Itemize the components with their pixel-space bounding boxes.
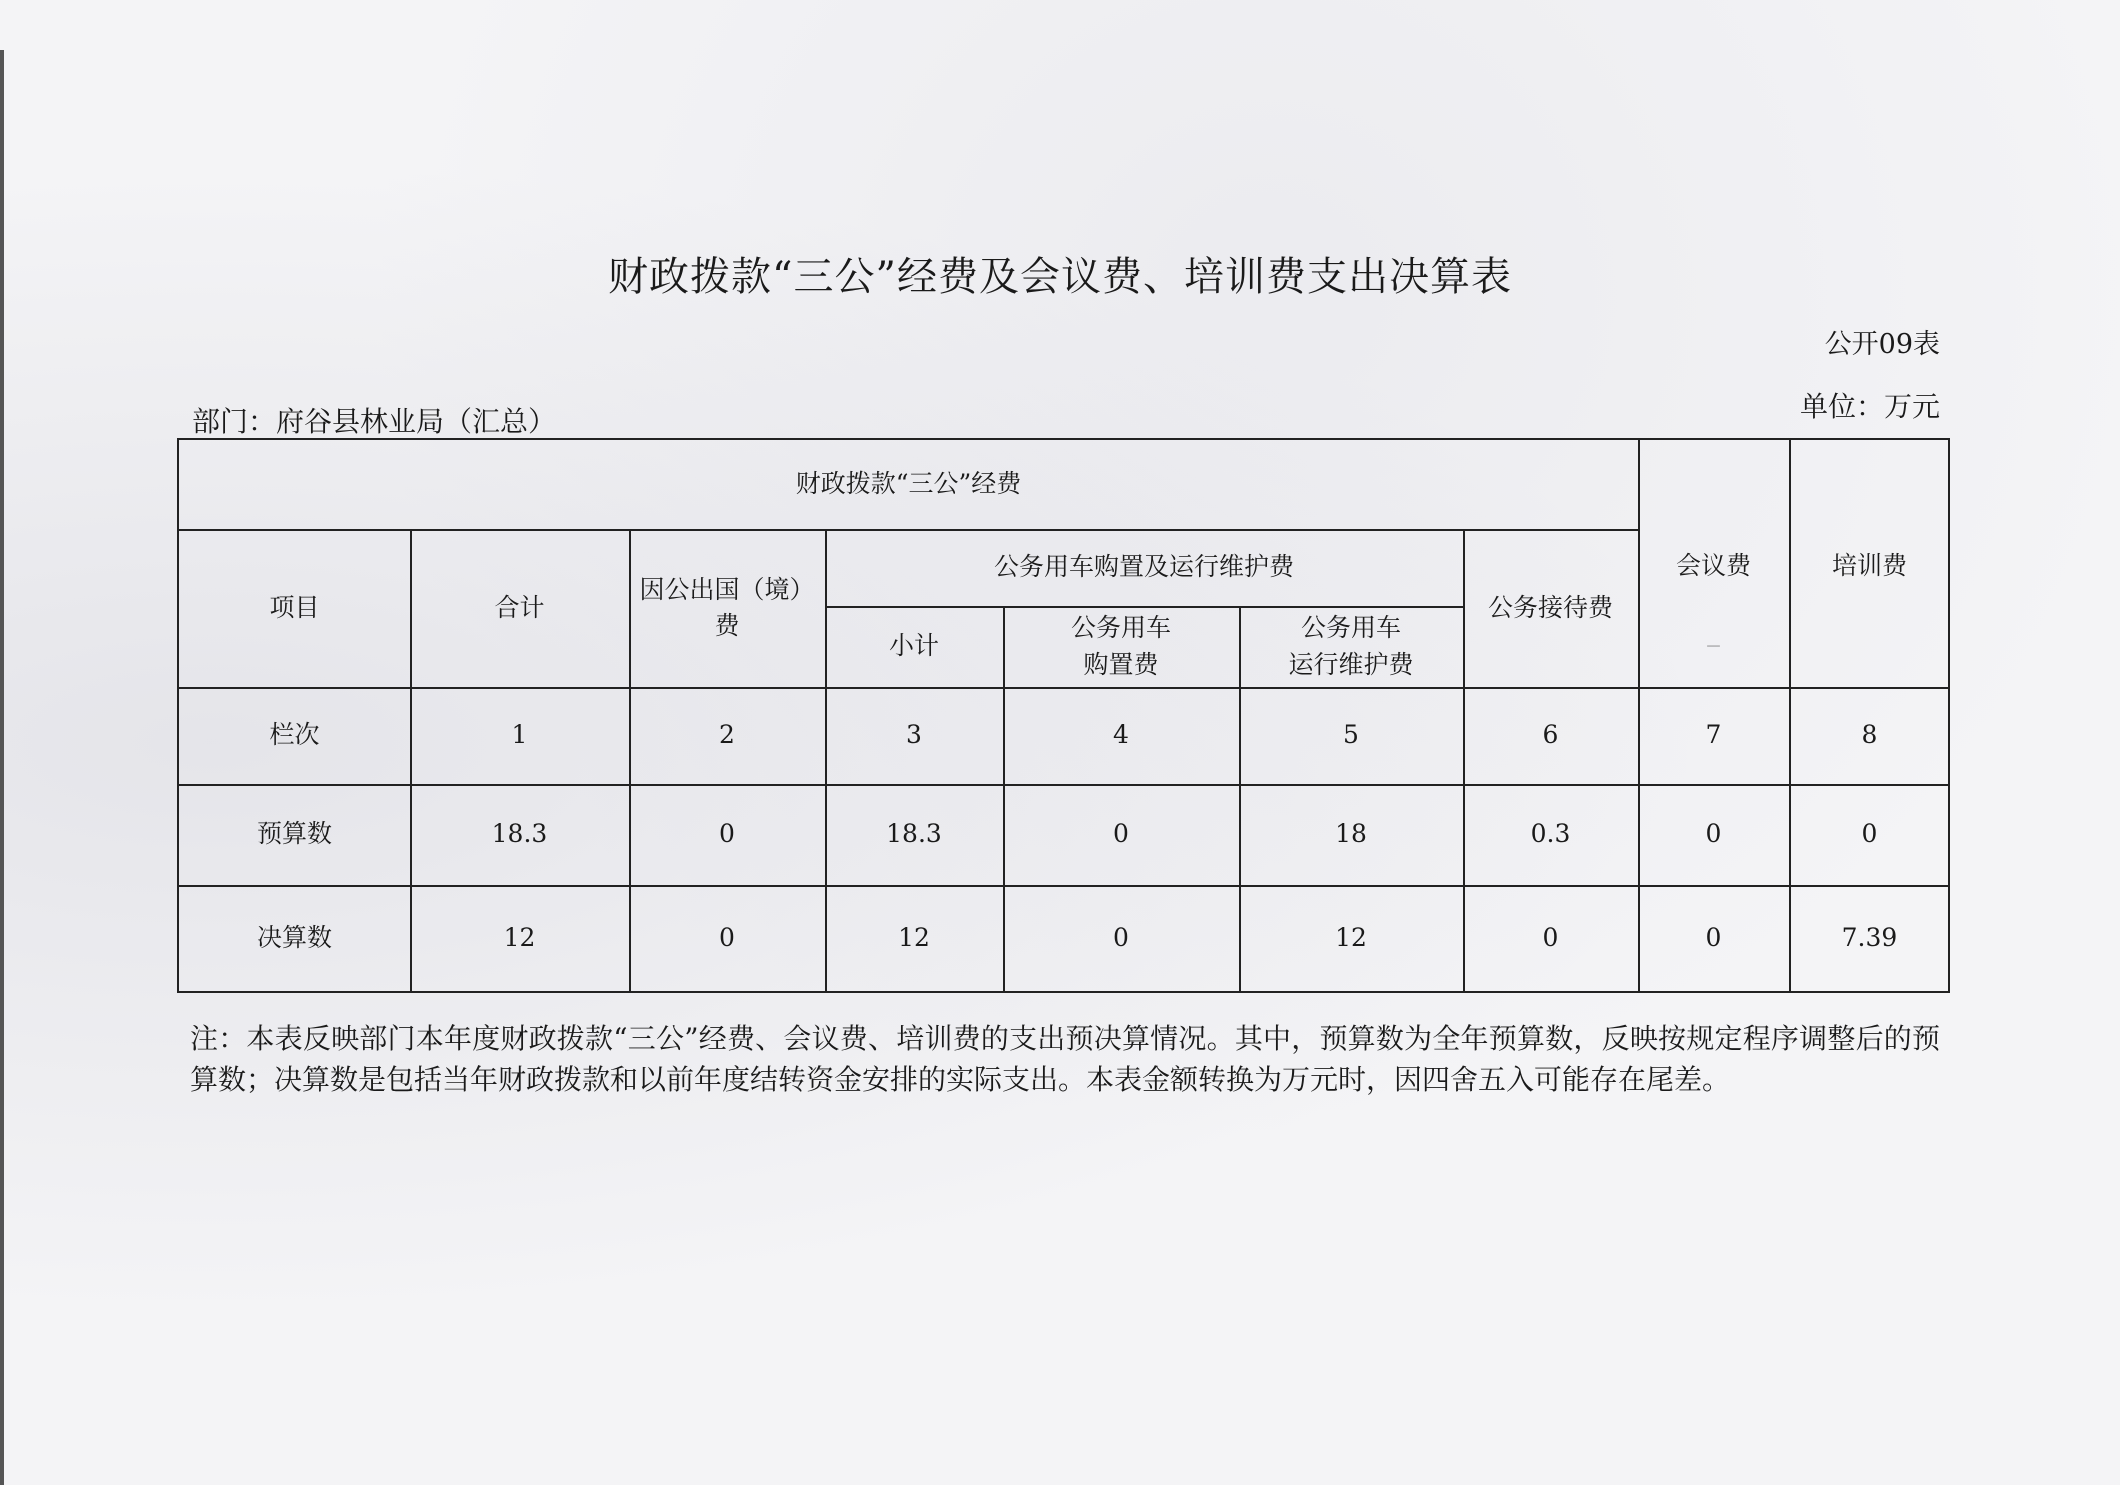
header-abroad-line1: 因公出国（境） [639, 574, 815, 604]
table-cell: 18 [1335, 819, 1367, 849]
header-item: 项目 [269, 592, 320, 622]
table-cell: 3 [906, 720, 922, 750]
header-vehicle-purchase [1003, 606, 1239, 687]
row-label-budget: 预算数 [256, 819, 332, 849]
header-reception: 公务接待费 [1487, 592, 1613, 622]
header-abroad-line2: 费 [714, 611, 740, 640]
table-cell: 0 [1113, 819, 1129, 849]
header-vehicle-subtotal: 小计 [888, 631, 939, 661]
table-cell: 4 [1113, 720, 1129, 750]
header-abroad [629, 529, 825, 687]
table-cell: 2 [719, 720, 735, 750]
table-cell: 0 [1705, 922, 1722, 952]
table-cell: 0.3 [1530, 819, 1571, 849]
header-group-three-public: 财政拨款“三公”经费 [795, 469, 1022, 499]
table-cell: 0 [1113, 922, 1129, 952]
table-cell: 0 [1705, 819, 1722, 849]
header-vehicle-purchase-line2: 购置费 [1083, 649, 1159, 679]
page-title: 财政拨款“三公”经费及会议费、培训费支出决算表 [608, 254, 1512, 300]
table-cell: 0 [1542, 922, 1559, 952]
table-cell: 0 [719, 819, 735, 849]
table-cell: 0 [1861, 819, 1878, 849]
row-label-column-index: 栏次 [269, 720, 320, 750]
header-total: 合计 [494, 592, 545, 622]
table-cell: 7.39 [1841, 922, 1898, 952]
header-meeting-label: 会议费 [1675, 551, 1751, 580]
table-cell: 6 [1542, 720, 1559, 750]
form-code: 公开09表 [1824, 329, 1940, 360]
table-cell: 18.3 [886, 819, 942, 849]
table-cell: 8 [1861, 720, 1878, 750]
table-cell: 7 [1705, 720, 1722, 750]
table-cell: 1 [511, 720, 528, 750]
header-vehicle-operation-line2: 运行维护费 [1288, 649, 1414, 679]
row-label-final: 决算数 [256, 922, 332, 952]
department-label: 部门：府谷县林业局（汇总） [192, 405, 557, 438]
footnote: 注：本表反映部门本年度财政拨款“三公”经费、会议费、培训费的支出预决算情况。其中，预算数为全年预算数，反映按规定程序调整后的预算数；决算数是包括当年财政拨款和以前年度结转资金安排的实际支出。本表金额转换为万元时，因四舍五入可能存在尾差。 [190, 1022, 1940, 1097]
header-training: 培训费 [1831, 551, 1907, 580]
header-meeting-mark: — [1706, 638, 1721, 655]
table-cell: 0 [719, 922, 735, 952]
table-cell: 18.3 [491, 819, 548, 849]
table-cell: 5 [1343, 720, 1359, 750]
header-meeting [1638, 440, 1789, 687]
header-vehicle-operation-line1: 公务用车 [1300, 613, 1401, 643]
table-cell: 12 [898, 922, 930, 952]
expenditure-table [177, 438, 1950, 993]
table-cell: 12 [503, 922, 536, 952]
table-cell: 12 [1335, 922, 1367, 952]
header-vehicle-operation [1239, 606, 1463, 687]
header-vehicle-purchase-line1: 公务用车 [1070, 613, 1171, 643]
header-vehicle-group: 公务用车购置及运行维护费 [993, 552, 1294, 582]
unit-label: 单位：万元 [1799, 390, 1940, 423]
